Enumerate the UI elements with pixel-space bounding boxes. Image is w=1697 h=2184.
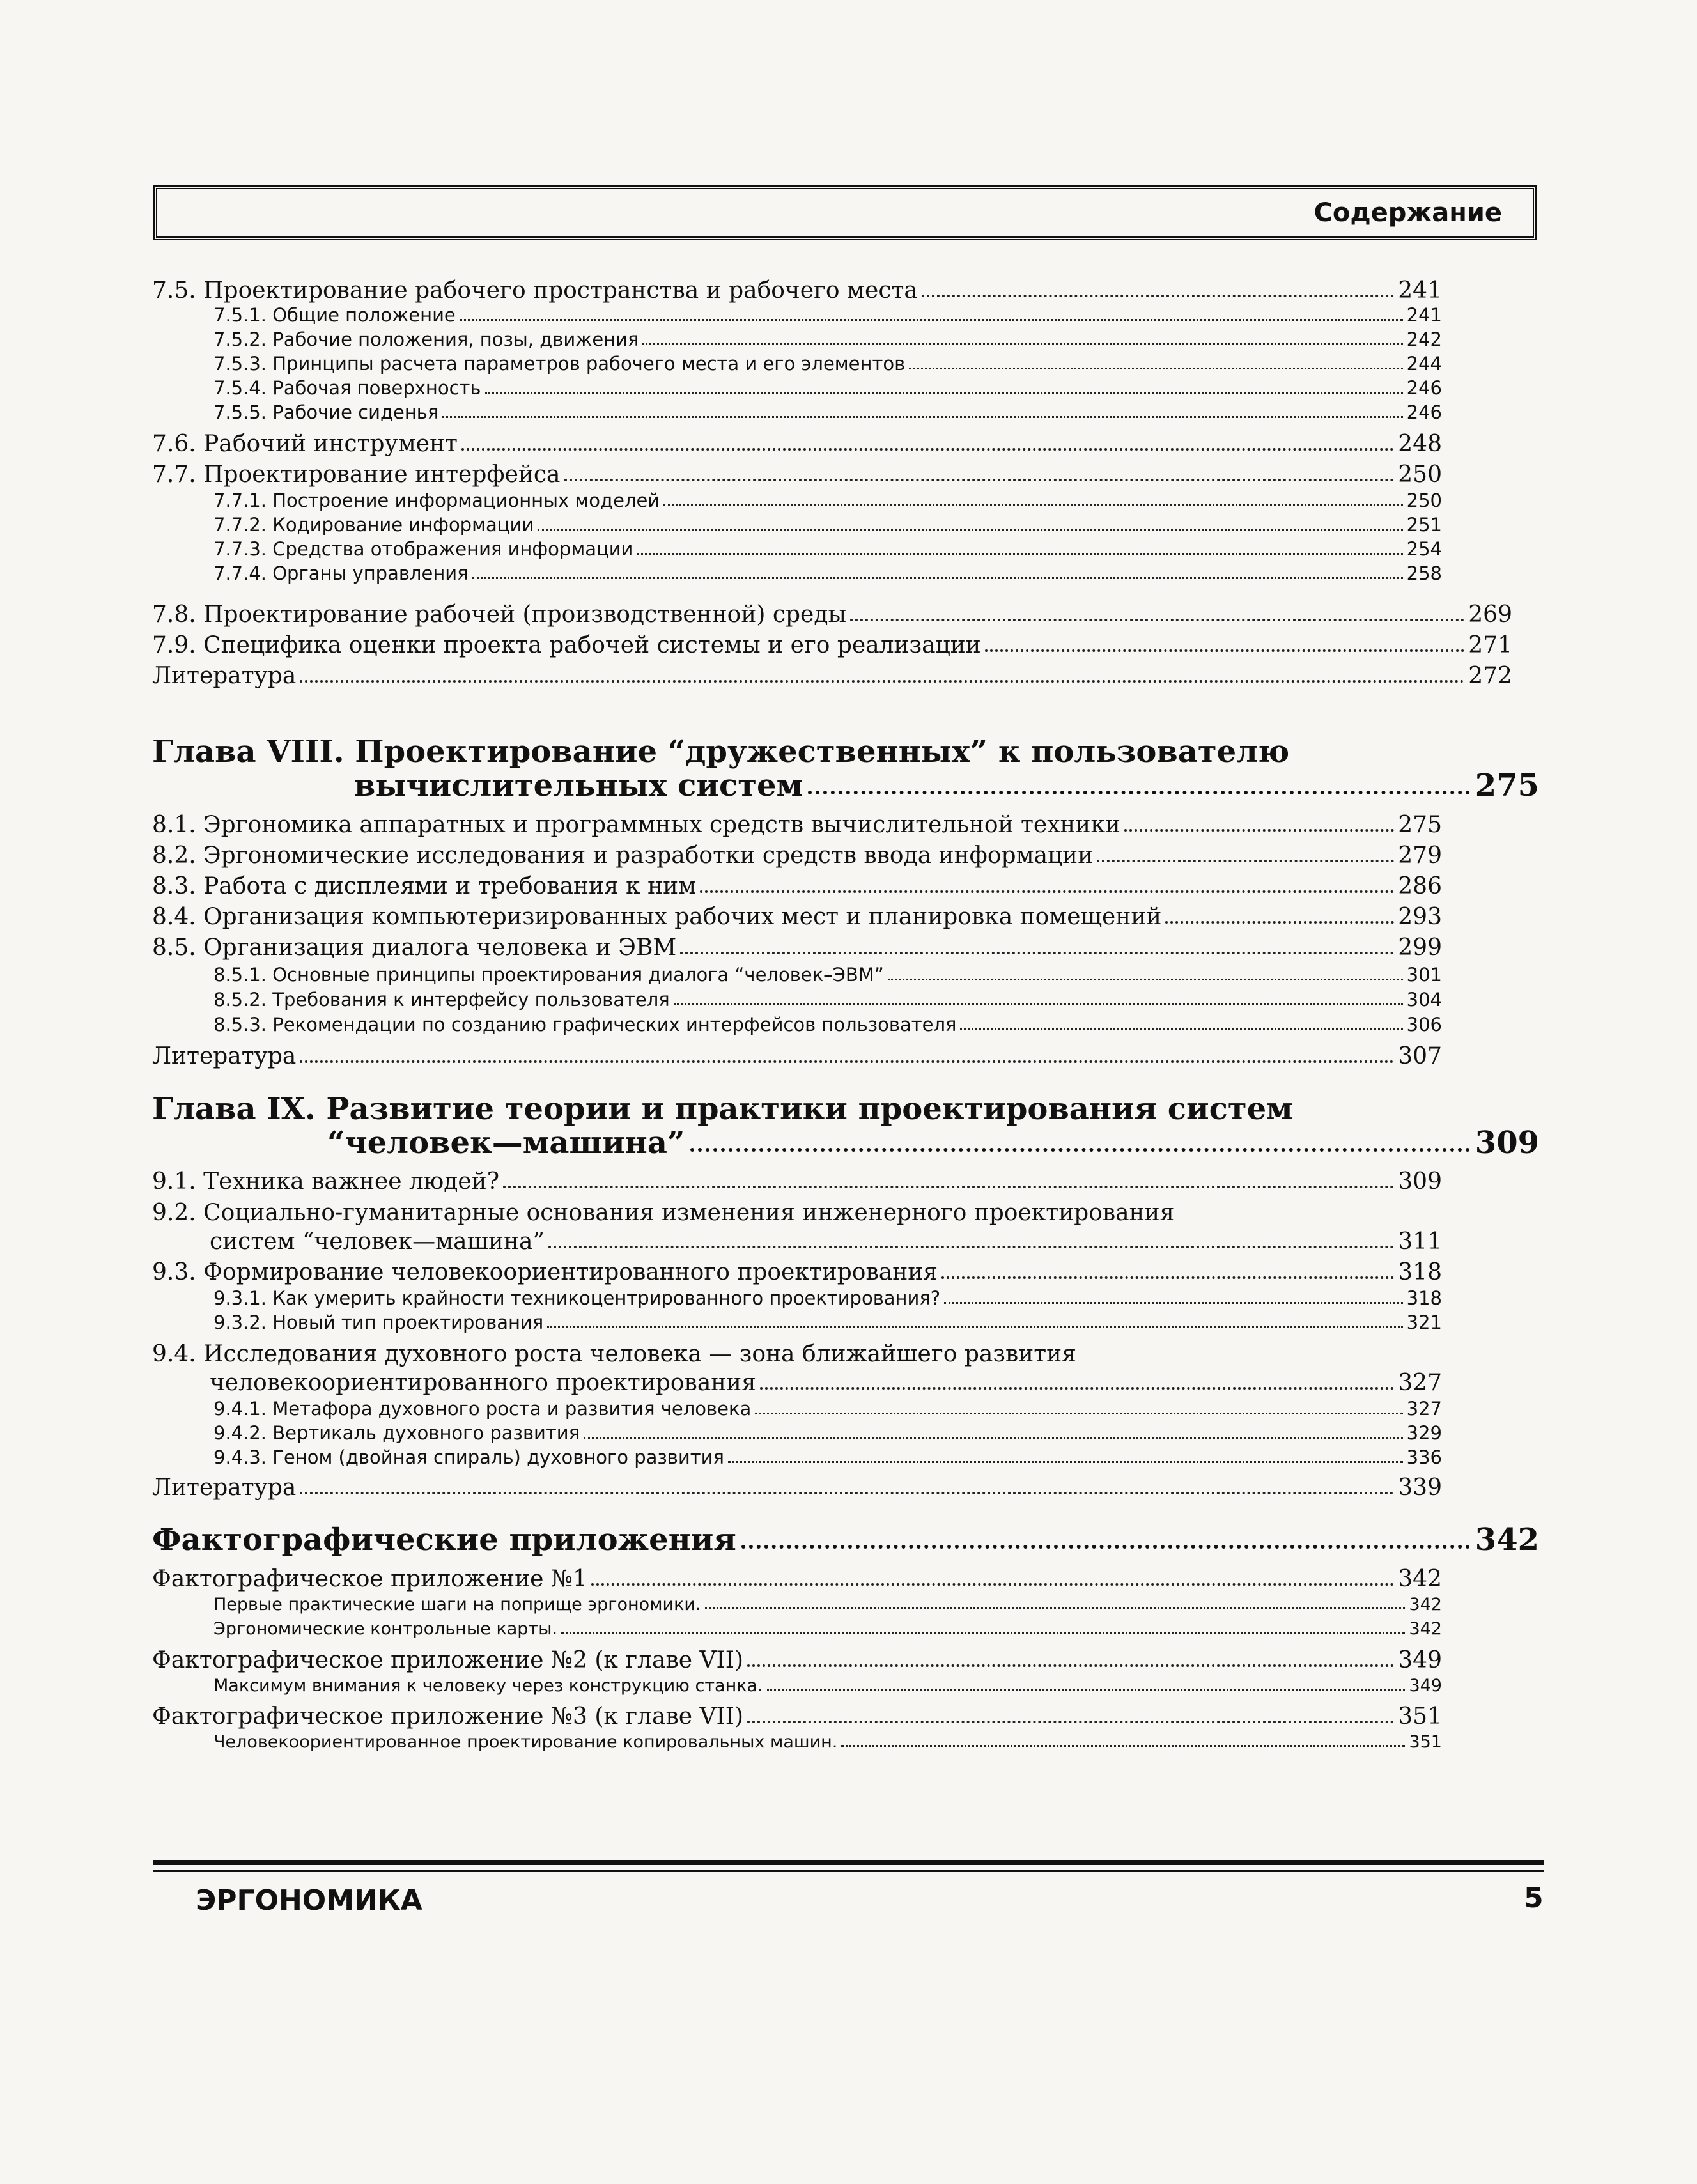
leader-dots <box>747 1664 1394 1667</box>
toc-entry-9-3-1[interactable] <box>152 1289 1442 1308</box>
entry-page: 275 <box>1475 768 1539 803</box>
leader-dots <box>300 1492 1394 1494</box>
leader-dots <box>485 392 1403 394</box>
entry-page: 318 <box>1406 1287 1442 1309</box>
leader-dots <box>700 890 1394 893</box>
footer-rule-thin <box>153 1870 1544 1872</box>
toc-entry-8-3[interactable] <box>152 875 1442 898</box>
toc-entry-appendix-3[interactable] <box>152 1705 1442 1728</box>
footer-book-title: ЭРГОНОМИКА <box>196 1884 422 1917</box>
entry-page: 272 <box>1468 663 1512 689</box>
toc-entry-7-7-2[interactable] <box>152 516 1442 534</box>
toc-entry-9-2-line2[interactable] <box>152 1230 1442 1253</box>
toc-entry-9-4-2[interactable] <box>152 1424 1442 1443</box>
leader-dots <box>561 1632 1405 1634</box>
toc-entry-7-5-1[interactable] <box>152 306 1442 325</box>
leader-dots <box>642 343 1402 345</box>
leader-dots <box>760 1387 1394 1390</box>
toc-entry-9-4-1[interactable] <box>152 1400 1442 1418</box>
entry-page: 246 <box>1406 401 1442 423</box>
entry-page: 309 <box>1475 1125 1539 1161</box>
entry-title: 8.5. Организация диалога человека и ЭВМ <box>152 934 677 961</box>
toc-entry-9-3-2[interactable] <box>152 1313 1442 1332</box>
leader-dots <box>922 295 1394 297</box>
entry-title: 8.4. Организация компьютеризированных рабочих мест и планировка помещений <box>152 904 1162 930</box>
entry-title: 7.7.4. Органы управления <box>213 562 469 584</box>
leader-dots <box>548 1246 1394 1248</box>
header-title: Содержание <box>1313 198 1502 228</box>
entry-page: 269 <box>1468 601 1512 628</box>
entry-page: 279 <box>1398 842 1442 869</box>
entry-title: Литература <box>152 1475 297 1501</box>
toc-entry-appendix-1-1[interactable] <box>152 1596 1442 1613</box>
entry-title: 7.8. Проектирование рабочей (производственной) среды <box>152 601 847 628</box>
leader-dots <box>442 416 1402 418</box>
entry-page: 327 <box>1406 1398 1442 1420</box>
entry-title: Эргономические контрольные карты. <box>213 1619 558 1639</box>
entry-page: 329 <box>1406 1422 1442 1444</box>
entry-title: 9.3.2. Новый тип проектирования <box>213 1312 544 1333</box>
entry-page: 248 <box>1398 431 1442 457</box>
entry-page: 307 <box>1398 1043 1442 1069</box>
toc-entry-9-4-line2[interactable] <box>152 1372 1442 1395</box>
entry-title: 7.5.4. Рабочая поверхность <box>213 377 481 399</box>
entry-title: Первые практические шаги на поприще эргономики. <box>213 1595 701 1615</box>
entry-title: 8.5.3. Рекомендации по созданию графических интерфейсов пользователя <box>213 1014 957 1035</box>
footer-page-number: 5 <box>1524 1882 1544 1914</box>
toc-entry-7-8[interactable] <box>152 603 1512 626</box>
entry-title: 7.5.5. Рабочие сиденья <box>213 401 439 423</box>
toc-entry-9-2-line1[interactable]: 9.2. Социально-гуманитарные основания изменения инженерного проектирования <box>152 1200 1175 1226</box>
entry-title: 7.7.3. Средства отображения информации <box>213 538 633 560</box>
toc-entry-7-5-3[interactable] <box>152 355 1442 373</box>
entry-title: систем “человек—машина” <box>210 1228 545 1255</box>
entry-title: 9.3.1. Как умерить крайности техникоцентрированного проектирования? <box>213 1287 941 1309</box>
entry-page: 244 <box>1406 353 1442 375</box>
entry-title: 9.3. Формирование человекоориентированного проектирования <box>152 1259 938 1285</box>
entry-page: 299 <box>1398 934 1442 961</box>
entry-title: 7.5. Проектирование рабочего пространства и рабочего места <box>152 277 918 304</box>
entry-page: 321 <box>1406 1312 1442 1333</box>
entry-page: 242 <box>1406 329 1442 350</box>
entry-page: 342 <box>1409 1619 1442 1639</box>
leader-dots <box>663 504 1403 506</box>
entry-page: 250 <box>1406 490 1442 511</box>
toc-entry-lit-8[interactable] <box>152 1045 1442 1068</box>
entry-title: Фактографическое приложение №2 (к главе VII) <box>152 1647 743 1673</box>
entry-title: вычислительных систем <box>354 768 803 803</box>
entry-page: 254 <box>1406 538 1442 560</box>
entry-title: Фактографические приложения <box>152 1522 736 1558</box>
leader-dots <box>941 1276 1394 1279</box>
leader-dots <box>960 1028 1402 1030</box>
leader-dots <box>564 479 1395 481</box>
entry-title: 7.7. Проектирование интерфейса <box>152 461 561 488</box>
toc-entry-7-5-4[interactable] <box>152 379 1442 398</box>
leader-dots <box>850 619 1464 621</box>
leader-dots <box>461 448 1394 451</box>
leader-dots <box>674 1003 1403 1005</box>
entry-page: 318 <box>1398 1259 1442 1285</box>
toc-entry-7-7-4[interactable] <box>152 564 1442 583</box>
entry-page: 293 <box>1398 904 1442 930</box>
entry-title: 9.4.2. Вертикаль духовного развития <box>213 1422 580 1444</box>
toc-entry-appendix-1-2[interactable] <box>152 1620 1442 1638</box>
toc-entry-7-7-3[interactable] <box>152 540 1442 559</box>
entry-title: 8.2. Эргономические исследования и разработки средств ввода информации <box>152 842 1094 869</box>
toc-entry-8-1[interactable] <box>152 814 1442 837</box>
leader-dots <box>1124 829 1394 832</box>
toc-entry-7-6[interactable] <box>152 433 1442 456</box>
toc-entry-9-3[interactable] <box>152 1261 1442 1284</box>
entry-page: 258 <box>1406 562 1442 584</box>
entry-title: 7.9. Специфика оценки проекта рабочей системы и его реализации <box>152 632 981 658</box>
leader-dots <box>728 1461 1403 1463</box>
entry-page: 349 <box>1398 1647 1442 1673</box>
leader-dots <box>503 1186 1394 1188</box>
toc-entry-9-1[interactable] <box>152 1170 1442 1193</box>
toc-entry-8-4[interactable] <box>152 906 1442 929</box>
entry-page: 349 <box>1409 1676 1442 1696</box>
entry-page: 286 <box>1398 873 1442 899</box>
toc-entry-7-7-1[interactable] <box>152 492 1442 510</box>
leader-dots <box>888 979 1403 980</box>
entry-page: 241 <box>1406 304 1442 326</box>
entry-page: 275 <box>1398 812 1442 838</box>
leader-dots <box>591 1583 1394 1586</box>
entry-title: 7.5.2. Рабочие положения, позы, движения <box>213 329 639 350</box>
entry-page: 306 <box>1406 1014 1442 1035</box>
leader-dots <box>584 1437 1403 1439</box>
leader-dots <box>841 1745 1405 1747</box>
toc-entry-8-2[interactable] <box>152 844 1442 867</box>
leader-dots <box>538 529 1402 531</box>
entry-title: 8.1. Эргономика аппаратных и программных средств вычислительной техники <box>152 812 1120 838</box>
leader-dots <box>909 368 1402 369</box>
entry-title: 7.7.1. Построение информационных моделей <box>213 490 660 511</box>
entry-title: 8.3. Работа с дисплеями и требования к ним <box>152 873 697 899</box>
toc-entry-appendix-1[interactable] <box>152 1568 1442 1591</box>
leader-dots <box>547 1326 1402 1328</box>
entry-title: 7.6. Рабочий инструмент <box>152 431 458 457</box>
entry-page: 301 <box>1406 964 1442 986</box>
leader-dots <box>1097 860 1394 862</box>
entry-title: “человек—машина” <box>327 1125 685 1161</box>
entry-page: 304 <box>1406 989 1442 1011</box>
leader-dots <box>705 1607 1406 1609</box>
entry-page: 309 <box>1398 1168 1442 1195</box>
entry-title: 9.4.1. Метафора духовного роста и развития человека <box>213 1398 752 1420</box>
entry-page: 351 <box>1398 1703 1442 1730</box>
entry-page: 311 <box>1398 1228 1442 1255</box>
toc-entry-lit-7[interactable] <box>152 665 1512 688</box>
toc-entry-8-5-2[interactable] <box>152 991 1442 1009</box>
entry-page: 327 <box>1398 1370 1442 1396</box>
entry-title: 7.5.3. Принципы расчета параметров рабочего места и его элементов <box>213 353 906 375</box>
entry-page: 241 <box>1398 277 1442 304</box>
entry-page: 251 <box>1406 514 1442 536</box>
toc-entry-appendix-2-1[interactable] <box>152 1677 1442 1694</box>
entry-title: 7.5.1. Общие положение <box>213 304 456 326</box>
entry-page: 271 <box>1468 632 1512 658</box>
appendices-heading[interactable] <box>152 1522 1539 1558</box>
entry-page: 342 <box>1398 1566 1442 1592</box>
toc-entry-7-7[interactable] <box>152 463 1442 486</box>
entry-title: Фактографическое приложение №3 (к главе VII) <box>152 1703 743 1730</box>
toc-entry-7-9[interactable] <box>152 634 1512 657</box>
entry-page: 336 <box>1406 1446 1442 1468</box>
chapter-9-title-line1: Глава IX. Развитие теории и практики проектирования систем <box>152 1091 1293 1127</box>
chapter-9-title-line2[interactable] <box>152 1125 1539 1161</box>
leader-dots <box>747 1721 1394 1723</box>
entry-page: 339 <box>1398 1475 1442 1501</box>
leader-dots <box>300 680 1464 683</box>
entry-page: 342 <box>1475 1522 1539 1558</box>
running-header <box>153 185 1537 240</box>
leader-dots <box>741 1545 1470 1549</box>
toc-entry-7-5-2[interactable] <box>152 330 1442 349</box>
chapter-8-title-line1: Глава VIII. Проектирование “дружественных” к пользователю <box>152 734 1290 770</box>
entry-page: 246 <box>1406 377 1442 399</box>
entry-title: Человекоориентированное проектирование копировальных машин. <box>213 1732 838 1752</box>
toc-entry-8-5[interactable] <box>152 936 1442 959</box>
entry-title: Максимум внимания к человеку через конструкцию станка. <box>213 1676 763 1696</box>
leader-dots <box>1165 921 1394 924</box>
toc-entry-8-5-3[interactable] <box>152 1016 1442 1034</box>
footer-rule-thick <box>153 1860 1544 1865</box>
leader-dots <box>808 791 1470 794</box>
leader-dots <box>944 1302 1402 1304</box>
entry-title: 8.5.2. Требования к интерфейсу пользователя <box>213 989 670 1011</box>
leader-dots <box>680 952 1394 954</box>
entry-page: 351 <box>1409 1732 1442 1752</box>
entry-title: 8.5.1. Основные принципы проектирования диалога “человек–ЭВМ” <box>213 964 884 986</box>
leader-dots <box>300 1060 1394 1063</box>
chapter-8-title-line2[interactable] <box>152 770 1539 801</box>
leader-dots <box>690 1148 1470 1152</box>
toc-entry-8-5-1[interactable] <box>152 966 1442 984</box>
entry-title: Фактографическое приложение №1 <box>152 1566 587 1592</box>
leader-dots <box>637 553 1402 555</box>
entry-page: 342 <box>1409 1595 1442 1615</box>
toc-entry-7-5-5[interactable] <box>152 403 1442 422</box>
entry-title: Литература <box>152 663 297 689</box>
leader-dots <box>472 577 1403 579</box>
toc-entry-appendix-2[interactable] <box>152 1649 1442 1672</box>
leader-dots <box>460 319 1403 321</box>
entry-title: человекоориентированного проектирования <box>210 1370 756 1396</box>
leader-dots <box>985 649 1465 652</box>
entry-page: 250 <box>1398 461 1442 488</box>
entry-title: 9.1. Техника важнее людей? <box>152 1168 500 1195</box>
entry-title: Литература <box>152 1043 297 1069</box>
toc-entry-7-5[interactable] <box>152 279 1442 302</box>
toc-entry-9-4-line1[interactable]: 9.4. Исследования духовного роста человека — зона ближайшего развития <box>152 1341 1076 1367</box>
entry-title: 9.4.3. Геном (двойная спираль) духовного развития <box>213 1446 724 1468</box>
toc-entry-lit-9[interactable] <box>152 1476 1442 1499</box>
toc-entry-9-4-3[interactable] <box>152 1448 1442 1467</box>
toc-entry-appendix-3-1[interactable] <box>152 1733 1442 1751</box>
leader-dots <box>755 1413 1402 1414</box>
entry-title: 7.7.2. Кодирование информации <box>213 514 534 536</box>
leader-dots <box>767 1689 1406 1691</box>
